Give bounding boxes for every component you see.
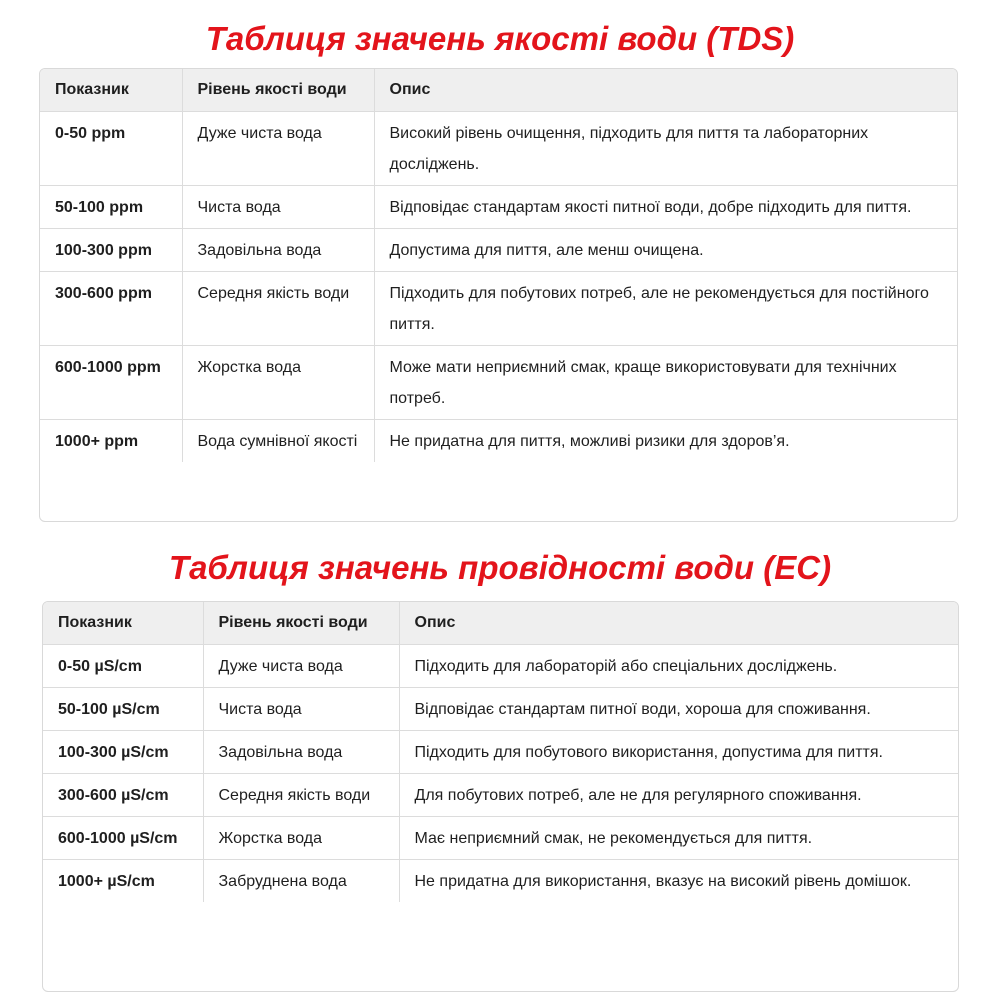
table-row — [40, 272, 957, 346]
quality-level-cell: Дуже чиста вода — [182, 112, 374, 186]
table-row — [40, 420, 957, 463]
column-header-quality-level: Рівень якості води — [203, 602, 399, 645]
quality-level-cell: Задовільна вода — [182, 229, 374, 272]
column-header-quality-level: Рівень якості води — [182, 69, 374, 112]
description-cell: Високий рівень очищення, підходить для пиття та лабораторних досліджень. — [374, 112, 957, 186]
tds-table-title: Таблиця значень якості води (TDS) — [205, 20, 795, 57]
description-cell: Для побутових потреб, але не для регулярного споживання. — [399, 774, 958, 817]
indicator-cell: 0-50 µS/cm — [43, 645, 203, 688]
tds-header-row — [40, 69, 957, 112]
description-cell: Відповідає стандартам питної води, хороша для споживання. — [399, 688, 958, 731]
quality-level-cell: Вода сумнівної якості — [182, 420, 374, 463]
quality-level-cell: Дуже чиста вода — [203, 645, 399, 688]
tds-table-container — [39, 68, 958, 522]
table-row — [43, 645, 958, 688]
ec-table-title: Таблиця значень провідності води (EC) — [168, 549, 832, 586]
quality-level-cell: Жорстка вода — [203, 817, 399, 860]
indicator-cell: 300-600 ppm — [40, 272, 182, 346]
table-row — [40, 112, 957, 186]
indicator-cell: 1000+ µS/cm — [43, 860, 203, 903]
table-row — [40, 186, 957, 229]
description-cell: Може мати неприємний смак, краще використовувати для технічних потреб. — [374, 346, 957, 420]
indicator-cell: 0-50 ppm — [40, 112, 182, 186]
description-cell: Підходить для побутового використання, допустима для пиття. — [399, 731, 958, 774]
column-header-description: Опис — [399, 602, 958, 645]
description-cell: Не придатна для використання, вказує на високий рівень домішок. — [414, 873, 912, 890]
quality-level-cell: Жорстка вода — [182, 346, 374, 420]
column-header-indicator: Показник — [43, 602, 203, 645]
table-row — [43, 774, 958, 817]
description-cell: Не придатна для пиття, можливі ризики для здоров’я. — [389, 433, 790, 450]
quality-level-cell: Середня якість води — [203, 774, 399, 817]
description-cell: Допустима для пиття, але менш очищена. — [374, 229, 957, 272]
table-row — [43, 817, 958, 860]
table-row — [43, 688, 958, 731]
description-cell: Підходить для побутових потреб, але не рекомендується для постійного пиття. — [374, 272, 957, 346]
description-cell: Підходить для лабораторій або спеціальних досліджень. — [399, 645, 958, 688]
quality-level-cell: Чиста вода — [182, 186, 374, 229]
column-header-indicator: Показник — [40, 69, 182, 112]
indicator-cell: 300-600 µS/cm — [43, 774, 203, 817]
table-row — [40, 346, 957, 420]
indicator-cell: 100-300 µS/cm — [43, 731, 203, 774]
tds-table — [40, 69, 957, 462]
table-row — [43, 731, 958, 774]
description-cell: Відповідає стандартам якості питної води, добре підходить для пиття. — [374, 186, 957, 229]
indicator-cell: 600-1000 ppm — [40, 346, 182, 420]
quality-level-cell: Чиста вода — [203, 688, 399, 731]
indicator-cell: 100-300 ppm — [40, 229, 182, 272]
quality-level-cell: Забруднена вода — [203, 860, 399, 903]
table-row — [43, 860, 958, 903]
ec-table — [43, 602, 958, 902]
indicator-cell: 50-100 µS/cm — [43, 688, 203, 731]
table-row — [40, 229, 957, 272]
ec-header-row — [43, 602, 958, 645]
column-header-description: Опис — [374, 69, 957, 112]
indicator-cell: 1000+ ppm — [40, 420, 182, 463]
quality-level-cell: Середня якість води — [182, 272, 374, 346]
indicator-cell: 600-1000 µS/cm — [43, 817, 203, 860]
quality-level-cell: Задовільна вода — [203, 731, 399, 774]
indicator-cell: 50-100 ppm — [40, 186, 182, 229]
description-cell: Має неприємний смак, не рекомендується для пиття. — [399, 817, 958, 860]
ec-table-container — [42, 601, 959, 992]
